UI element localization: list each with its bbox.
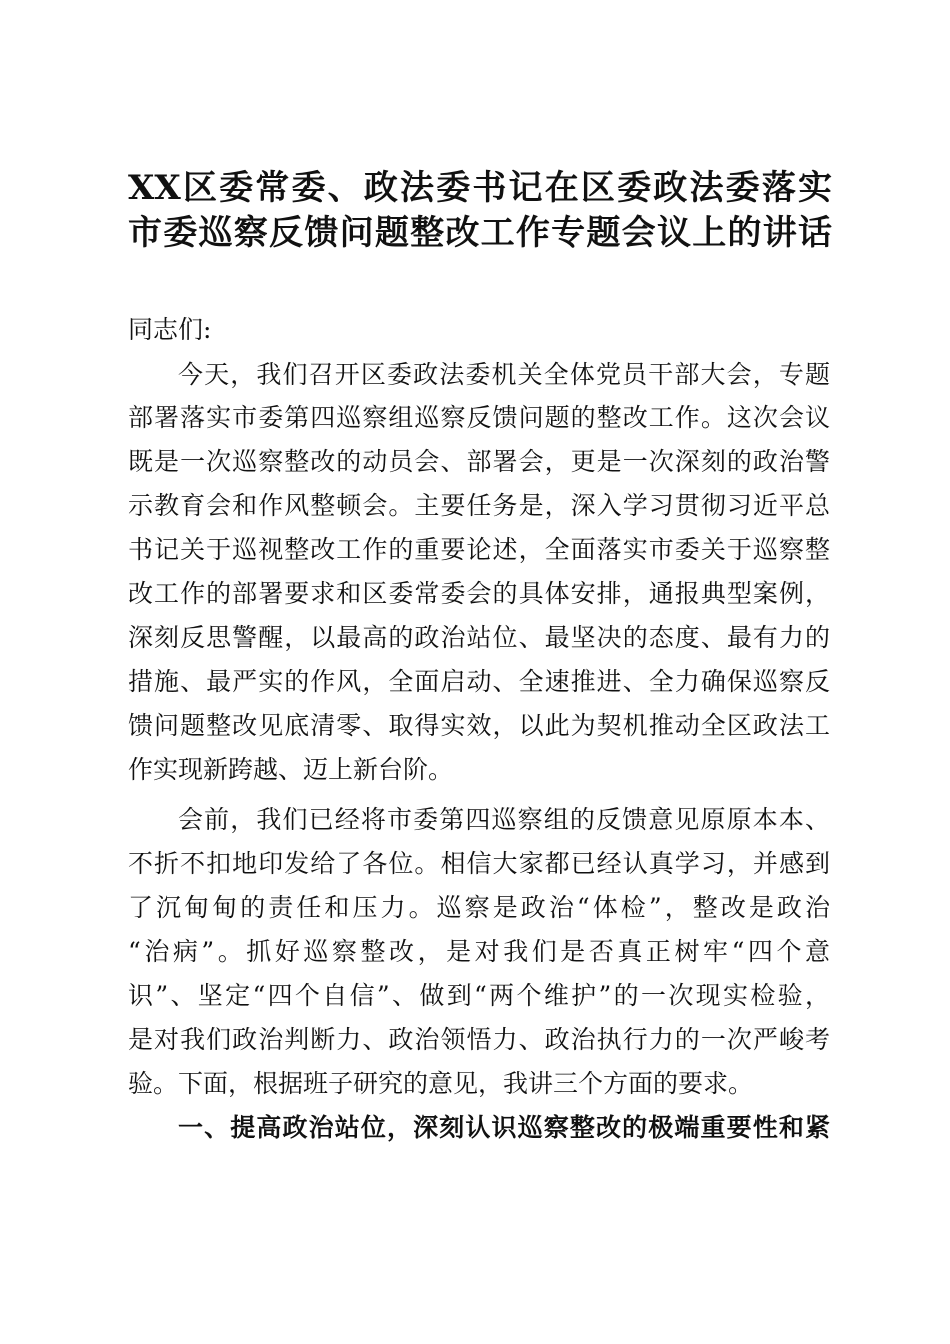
paragraph-line: 深刻反思警醒，以最高的政治站位、最坚决的态度、最有力的 [128,623,830,652]
document-title-line-1: XX区委常委、政法委书记在区委政法委落实 [128,168,832,208]
paragraph-line: 作实现新跨越、迈上新台阶。 [128,755,454,784]
paragraph-line: 书记关于巡视整改工作的重要论述，全面落实市委关于巡察整 [128,535,830,564]
paragraph-line: “治病”。抓好巡察整改，是对我们是否真正树牢“四个意 [128,937,830,966]
paragraph-line: 示教育会和作风整顿会。主要任务是，深入学习贯彻习近平总 [128,491,830,520]
paragraph-line: 会前，我们已经将市委第四巡察组的反馈意见原原本本、 [178,805,830,834]
document-title-line-2: 市委巡察反馈问题整改工作专题会议上的讲话 [128,213,832,253]
paragraph-line: 不折不扣地印发给了各位。相信大家都已经认真学习，并感到 [128,849,830,878]
paragraph-line: 今天，我们召开区委政法委机关全体党员干部大会，专题 [178,360,830,389]
paragraph-line: 验。下面，根据班子研究的意见，我讲三个方面的要求。 [128,1069,754,1098]
paragraph-line: 馈问题整改见底清零、取得实效，以此为契机推动全区政法工 [128,711,830,740]
paragraph-line: 改工作的部署要求和区委常委会的具体安排，通报典型案例， [128,579,830,608]
paragraph-line: 部署落实市委第四巡察组巡察反馈问题的整改工作。这次会议 [128,403,830,432]
paragraph-line: 识”、坚定“四个自信”、做到“两个维护”的一次现实检验， [128,981,830,1010]
paragraph-line: 是对我们政治判断力、政治领悟力、政治执行力的一次严峻考 [128,1025,830,1054]
paragraph-line: 措施、最严实的作风，全面启动、全速推进、全力确保巡察反 [128,667,830,696]
section-heading-1: 一、提高政治站位，深刻认识巡察整改的极端重要性和紧 [178,1113,830,1142]
paragraph-line: 既是一次巡察整改的动员会、部署会，更是一次深刻的政治警 [128,447,830,476]
paragraph-line: 了沉甸甸的责任和压力。巡察是政治“体检”，整改是政治 [128,893,830,922]
salutation: 同志们: [128,315,212,344]
